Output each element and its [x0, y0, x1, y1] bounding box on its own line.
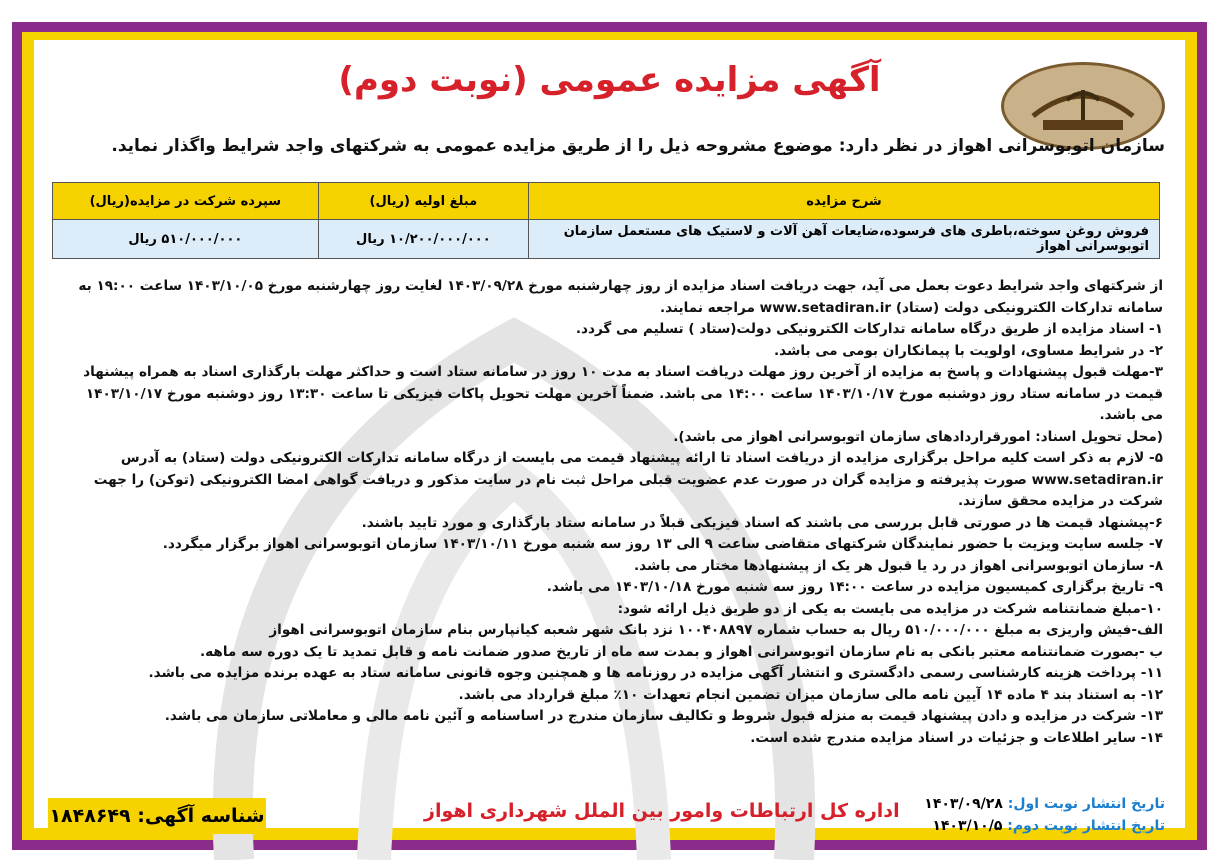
paragraph: ۱۲- به استناد بند ۴ ماده ۱۴ آیین نامه مالی سازمان میزان تضمین انجام تعهدات ۱۰٪ مبلغ قرارداد می باشد.: [458, 686, 1163, 703]
issuing-office: اداره کل ارتباطات وامور بین الملل شهرداری اهواز: [424, 800, 900, 822]
ad-content: [34, 40, 1185, 834]
paragraph: ۹- تاریخ برگزاری کمیسیون مزایده در ساعت ۱۴:۰۰ روز سه شنبه مورخ ۱۴۰۳/۱۰/۱۸ می باشد.: [546, 579, 1163, 595]
cell-initial-price: ۱۰/۲۰۰/۰۰۰/۰۰۰ ریال: [318, 220, 528, 259]
conditions-list: [60, 276, 1163, 749]
paragraph: ۱۳- شرکت در مزایده و دادن پیشنهاد قیمت به منزله قبول شروط و تکالیف سازمان مندرج در اساسنامه و آئین نامه مالی و معاملاتی سازمان می باشد.: [164, 708, 1163, 724]
first-publication-label: تاریخ انتشار نوبت اول:: [1007, 796, 1165, 812]
paragraph: از شرکتهای واجد شرایط دعوت بعمل می آید، جهت دریافت اسناد مزایده از روز چهارشنبه مورخ ۱۴۰۳/۰۹/۲۸ لغایت روز چهارشنبه مورخ ۱۴۰۳/۱۰/۰۵ ساعت ۱۹:۰۰ به سامانه تدارکات الکترونیکی دولت (ستاد) www.setadiran.ir مراجعه نمایند.: [78, 278, 1163, 316]
cell-deposit: ۵۱۰/۰۰۰/۰۰۰ ریال: [53, 220, 319, 259]
ad-id-badge: [48, 798, 266, 834]
second-publication-label: تاریخ انتشار نوبت دوم:: [1007, 818, 1165, 834]
ad-title: آگهی مزایده عمومی (نوبت دوم): [338, 60, 881, 100]
paragraph: ب -بصورت ضمانتنامه معتبر بانکی به نام سازمان اتوبوسرانی اهواز و بمدت سه ماه از تاریخ صدور ضمانت نامه و قابل تمدید تا یک دوره سه ماهه.: [199, 643, 1163, 660]
publication-dates: [924, 793, 1165, 837]
ad-id: ۱۸۴۸۶۴۹: [49, 805, 131, 827]
paragraph: ۱۱- پرداخت هزینه کارشناسی رسمی دادگستری و انتشار آگهی مزایده در روزنامه ها و همچنین وجوه قانونی سامانه ستاد به عهده برنده مزایده می باشد.: [148, 665, 1163, 681]
first-publication-date: ۱۴۰۳/۰۹/۲۸: [924, 796, 1003, 812]
table-row: [53, 220, 1160, 259]
header-description: شرح مزایده: [529, 183, 1160, 220]
auction-table: [52, 182, 1160, 259]
paragraph: ۸- سازمان اتوبوسرانی اهواز در رد یا قبول هر یک از پیشنهادها مختار می باشد.: [633, 557, 1163, 574]
cell-description: فروش روغن سوخته،باطری های فرسوده،ضایعات آهن آلات و لاستیک های مستعمل سازمان اتوبوسرانی اهواز: [529, 220, 1160, 259]
ad-id-label: شناسه آگهی:: [137, 805, 265, 827]
paragraph: ۱- اسناد مزایده از طریق درگاه سامانه تدارکات الکترونیکی دولت(ستاد ) تسلیم می گردد.: [575, 321, 1163, 337]
header-deposit: سپرده شرکت در مزایده(ریال): [53, 183, 319, 220]
paragraph: ۲- در شرایط مساوی، اولویت با پیمانکاران بومی می باشد.: [774, 342, 1163, 359]
header-initial-price: مبلغ اولیه (ریال): [318, 183, 528, 220]
paragraph: ۱۰-مبلغ ضمانتنامه شرکت در مزایده می بایست به یکی از دو طریق ذیل ارائه شود:: [617, 600, 1163, 617]
paragraph: ۵- لازم به ذکر است کلیه مراحل برگزاری مزایده از دریافت اسناد تا ارائه پیشنهاد قیمت می بایست از درگاه سامانه تدارکات الکترونیکی دولت (ستاد) به آدرس www.setadiran.ir صورت پذیرفته و مزایده گران در صورت عدم عضویت قبلی مراحل ثبت نام در سایت مذکور و دریافت گواهی امضا الکترونیکی (توکن) را جهت شرکت در مزایده محقق سازند.: [93, 450, 1163, 509]
second-publication-date: ۱۴۰۳/۱۰/۵: [932, 818, 1003, 834]
table-header-row: [53, 183, 1160, 220]
paragraph: الف-فیش واریزی به مبلغ ۵۱۰/۰۰۰/۰۰۰ ریال به حساب شماره ۱۰۰۴۰۸۸۹۷ نزد بانک شهر شعبه کیانپارس بنام سازمان اتوبوسرانی اهواز: [269, 622, 1163, 638]
paragraph: ۱۴- سایر اطلاعات و جزئیات در اسناد مزایده مندرج شده است.: [750, 729, 1163, 746]
paragraph: (محل تحویل اسناد: امورقراردادهای سازمان اتوبوسرانی اهواز می باشد).: [673, 428, 1163, 445]
paragraph: ۷- جلسه سایت ویزیت با حضور نمایندگان شرکتهای متقاضی ساعت ۹ الی ۱۳ روز سه شنبه مورخ ۱۴۰۳/۱۰/۱۱ سازمان اتوبوسرانی اهواز برگزار میگردد.: [162, 536, 1163, 552]
paragraph: ۶-پیشنهاد قیمت ها در صورتی قابل بررسی می باشند که اسناد فیزیکی قبلاً در سامانه ستاد بارگذاری و مورد تایید باشند.: [361, 514, 1163, 531]
intro-text: سازمان اتوبوسرانی اهواز در نظر دارد: موضوع مشروحه ذیل را از طریق مزایده عمومی به شرکتهای واجد شرایط واگذار نماید.: [111, 136, 1165, 156]
paragraph: ۳-مهلت قبول پیشنهادات و پاسخ به مزایده از آخرین روز مهلت دریافت اسناد به مدت ۱۰ روز در سامانه ستاد است و حداکثر مهلت بارگذاری اسناد به همراه پیشنهاد قیمت در سامانه ستاد روز دوشنبه مورخ ۱۴۰۳/۱۰/۱۷ ساعت ۱۴:۰۰ می باشد. ضمناً آخرین مهلت تحویل پاکات فیزیکی تا ساعت ۱۳:۳۰ روز دوشنبه مورخ ۱۴۰۳/۱۰/۱۷ می باشد.: [83, 364, 1163, 423]
